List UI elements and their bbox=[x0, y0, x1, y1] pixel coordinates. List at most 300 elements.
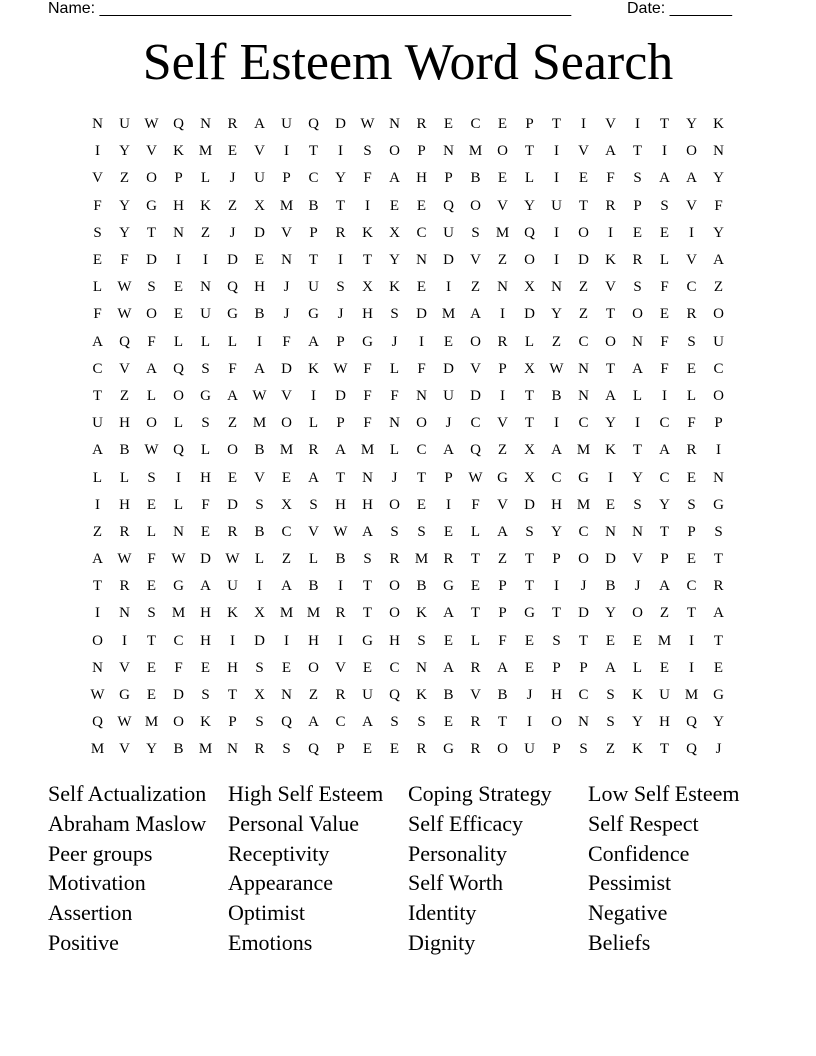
grid-letter: N bbox=[605, 523, 616, 540]
grid-letter: A bbox=[632, 360, 643, 377]
grid-letter: A bbox=[605, 143, 616, 160]
grid-letter: A bbox=[308, 333, 319, 350]
grid-letter: E bbox=[578, 170, 589, 187]
grid-letter: L bbox=[173, 496, 184, 513]
grid-letter: K bbox=[389, 279, 400, 296]
name-field-label: Name: _____________________________________________________ bbox=[48, 0, 572, 17]
grid-letter: I bbox=[230, 632, 235, 649]
grid-letter: L bbox=[119, 469, 130, 486]
grid-letter: V bbox=[497, 197, 508, 214]
grid-letter: S bbox=[147, 605, 156, 622]
grid-letter: Z bbox=[578, 279, 589, 296]
grid-letter: G bbox=[173, 578, 184, 595]
grid-letter: M bbox=[414, 551, 429, 568]
grid-letter: Z bbox=[497, 551, 508, 568]
grid-letter: N bbox=[173, 523, 184, 540]
grid-letter: Y bbox=[632, 469, 643, 486]
grid-letter: W bbox=[117, 551, 132, 568]
grid-row bbox=[84, 138, 732, 165]
grid-letter: O bbox=[389, 496, 400, 513]
grid-letter: J bbox=[445, 415, 452, 432]
word-list bbox=[48, 779, 768, 958]
grid-letter: U bbox=[281, 116, 292, 133]
grid-letter: T bbox=[713, 632, 724, 649]
grid-letter: P bbox=[498, 605, 507, 622]
grid-letter: C bbox=[416, 442, 427, 459]
grid-letter: P bbox=[660, 551, 669, 568]
word-list-item: Beliefs bbox=[588, 929, 651, 955]
grid-letter: T bbox=[551, 116, 562, 133]
grid-letter: Z bbox=[92, 523, 103, 540]
grid-letter: A bbox=[713, 252, 724, 269]
grid-letter: S bbox=[417, 523, 426, 540]
grid-letter: S bbox=[606, 714, 615, 731]
grid-letter: J bbox=[283, 279, 290, 296]
grid-letter: R bbox=[443, 551, 454, 568]
grid-letter: L bbox=[308, 415, 319, 432]
grid-letter: I bbox=[419, 333, 424, 350]
grid-letter: A bbox=[254, 116, 265, 133]
grid-letter: T bbox=[92, 387, 103, 404]
grid-letter: A bbox=[362, 714, 373, 731]
grid-letter: O bbox=[416, 415, 427, 432]
grid-letter: P bbox=[174, 170, 183, 187]
grid-letter: W bbox=[225, 551, 240, 568]
grid-letter: S bbox=[417, 632, 426, 649]
grid-letter: E bbox=[659, 306, 670, 323]
grid-letter: T bbox=[146, 224, 157, 241]
grid-letter: B bbox=[254, 523, 265, 540]
grid-letter: O bbox=[227, 442, 238, 459]
grid-letter: K bbox=[200, 714, 211, 731]
grid-letter: K bbox=[227, 605, 238, 622]
grid-letter: V bbox=[497, 415, 508, 432]
grid-letter: I bbox=[689, 632, 694, 649]
grid-letter: C bbox=[92, 360, 103, 377]
grid-letter: C bbox=[551, 469, 562, 486]
grid-letter: I bbox=[338, 632, 343, 649]
grid-letter: L bbox=[632, 659, 643, 676]
grid-letter: T bbox=[524, 415, 535, 432]
grid-letter: E bbox=[443, 116, 454, 133]
grid-letter: W bbox=[117, 306, 132, 323]
page-title: Self Esteem Word Search bbox=[142, 34, 674, 91]
grid-letter: M bbox=[495, 224, 510, 241]
word-list-item: Self Worth bbox=[408, 870, 503, 896]
grid-letter: U bbox=[524, 741, 535, 758]
grid-letter: Z bbox=[578, 306, 589, 323]
grid-letter: W bbox=[468, 469, 483, 486]
grid-letter: E bbox=[146, 578, 157, 595]
grid-letter: A bbox=[92, 442, 103, 459]
grid-letter: L bbox=[308, 551, 319, 568]
grid-letter: R bbox=[497, 333, 508, 350]
grid-letter: M bbox=[198, 143, 213, 160]
grid-letter: S bbox=[633, 279, 642, 296]
grid-letter: A bbox=[200, 578, 211, 595]
grid-letter: O bbox=[389, 578, 400, 595]
grid-letter: I bbox=[338, 578, 343, 595]
grid-letter: I bbox=[257, 578, 262, 595]
grid-letter: N bbox=[200, 116, 211, 133]
grid-letter: L bbox=[254, 551, 265, 568]
grid-letter: S bbox=[579, 741, 588, 758]
grid-letter: B bbox=[497, 687, 508, 704]
grid-letter: E bbox=[200, 523, 211, 540]
grid-letter: X bbox=[389, 224, 400, 241]
grid-letter: P bbox=[687, 523, 696, 540]
grid-letter: M bbox=[279, 197, 294, 214]
grid-letter: C bbox=[335, 714, 346, 731]
word-list-item: Personality bbox=[408, 840, 507, 866]
grid-row bbox=[84, 220, 732, 247]
grid-letter: B bbox=[335, 551, 346, 568]
grid-row bbox=[84, 600, 732, 627]
grid-letter: N bbox=[200, 279, 211, 296]
grid-letter: L bbox=[92, 469, 103, 486]
grid-row bbox=[84, 193, 732, 220]
grid-letter: T bbox=[470, 605, 481, 622]
grid-letter: T bbox=[578, 632, 589, 649]
grid-letter: O bbox=[713, 387, 724, 404]
grid-letter: Z bbox=[713, 279, 724, 296]
grid-letter: F bbox=[93, 306, 102, 323]
grid-letter: T bbox=[308, 252, 319, 269]
grid-letter: V bbox=[281, 387, 292, 404]
grid-letter: A bbox=[146, 360, 157, 377]
grid-letter: P bbox=[309, 224, 318, 241]
grid-letter: Z bbox=[551, 333, 562, 350]
grid-letter: S bbox=[633, 170, 642, 187]
grid-letter: F bbox=[687, 415, 696, 432]
grid-letter: R bbox=[686, 442, 697, 459]
grid-letter: S bbox=[201, 415, 210, 432]
grid-letter: E bbox=[389, 741, 400, 758]
grid-letter: R bbox=[605, 197, 616, 214]
grid-letter: N bbox=[389, 116, 400, 133]
grid-letter: D bbox=[335, 387, 346, 404]
grid-letter: C bbox=[713, 360, 724, 377]
grid-letter: R bbox=[308, 442, 319, 459]
grid-row bbox=[84, 383, 732, 410]
grid-letter: V bbox=[605, 279, 616, 296]
grid-letter: T bbox=[524, 578, 535, 595]
grid-letter: B bbox=[254, 442, 265, 459]
grid-letter: E bbox=[524, 632, 535, 649]
grid-letter: S bbox=[390, 306, 399, 323]
grid-letter: I bbox=[284, 632, 289, 649]
grid-letter: S bbox=[390, 714, 399, 731]
grid-letter: E bbox=[146, 496, 157, 513]
grid-letter: K bbox=[632, 687, 643, 704]
grid-letter: R bbox=[227, 523, 238, 540]
grid-letter: I bbox=[311, 387, 316, 404]
grid-letter: C bbox=[686, 279, 697, 296]
grid-letter: D bbox=[146, 252, 157, 269]
grid-letter: G bbox=[713, 496, 724, 513]
grid-letter: N bbox=[578, 714, 589, 731]
grid-letter: D bbox=[443, 252, 454, 269]
grid-letter: O bbox=[389, 605, 400, 622]
grid-letter: V bbox=[119, 659, 130, 676]
grid-letter: S bbox=[633, 496, 642, 513]
grid-letter: N bbox=[362, 469, 373, 486]
grid-letter: A bbox=[308, 714, 319, 731]
grid-letter: F bbox=[174, 659, 183, 676]
grid-letter: V bbox=[254, 143, 265, 160]
grid-letter: F bbox=[363, 360, 372, 377]
grid-letter: L bbox=[524, 333, 535, 350]
grid-letter: R bbox=[254, 741, 265, 758]
grid-letter: I bbox=[689, 224, 694, 241]
grid-letter: I bbox=[95, 496, 100, 513]
grid-letter: W bbox=[171, 551, 186, 568]
grid-letter: H bbox=[362, 306, 373, 323]
grid-letter: R bbox=[227, 116, 238, 133]
grid-letter: V bbox=[470, 252, 481, 269]
grid-letter: L bbox=[146, 387, 157, 404]
grid-letter: F bbox=[714, 197, 723, 214]
grid-letter: T bbox=[659, 116, 670, 133]
grid-letter: D bbox=[227, 496, 238, 513]
grid-letter: O bbox=[146, 170, 157, 187]
grid-letter: A bbox=[497, 659, 508, 676]
word-list-item: Positive bbox=[48, 929, 119, 955]
grid-letter: X bbox=[281, 496, 292, 513]
grid-letter: O bbox=[92, 632, 103, 649]
grid-letter: A bbox=[605, 387, 616, 404]
grid-letter: C bbox=[470, 415, 481, 432]
grid-letter: E bbox=[416, 197, 427, 214]
grid-letter: T bbox=[659, 741, 670, 758]
grid-letter: U bbox=[551, 197, 562, 214]
grid-letter: H bbox=[200, 632, 211, 649]
grid-letter: B bbox=[308, 197, 319, 214]
grid-letter: A bbox=[443, 605, 454, 622]
grid-letter: E bbox=[92, 252, 103, 269]
grid-letter: O bbox=[173, 387, 184, 404]
grid-row bbox=[84, 437, 732, 464]
grid-letter: L bbox=[200, 333, 211, 350]
grid-letter: Y bbox=[389, 252, 400, 269]
grid-letter: A bbox=[362, 523, 373, 540]
grid-letter: S bbox=[363, 143, 372, 160]
grid-letter: K bbox=[605, 442, 616, 459]
grid-letter: X bbox=[254, 605, 265, 622]
grid-letter: T bbox=[416, 469, 427, 486]
grid-letter: I bbox=[608, 469, 613, 486]
grid-letter: I bbox=[176, 469, 181, 486]
grid-letter: I bbox=[635, 415, 640, 432]
grid-letter: P bbox=[498, 578, 507, 595]
grid-letter: M bbox=[441, 306, 456, 323]
grid-letter: O bbox=[497, 741, 508, 758]
grid-letter: U bbox=[659, 687, 670, 704]
grid-letter: O bbox=[470, 197, 481, 214]
grid-letter: S bbox=[714, 523, 723, 540]
grid-letter: Q bbox=[227, 279, 238, 296]
grid-letter: E bbox=[605, 632, 616, 649]
grid-letter: V bbox=[632, 551, 643, 568]
grid-letter: N bbox=[713, 469, 724, 486]
grid-letter: E bbox=[497, 170, 508, 187]
grid-letter: G bbox=[362, 333, 373, 350]
grid-letter: D bbox=[524, 306, 535, 323]
grid-letter: P bbox=[714, 415, 723, 432]
grid-letter: C bbox=[173, 632, 184, 649]
grid-letter: E bbox=[146, 687, 157, 704]
grid-letter: R bbox=[470, 741, 481, 758]
grid-letter: B bbox=[470, 170, 481, 187]
word-list-item: High Self Esteem bbox=[228, 781, 384, 806]
grid-row bbox=[84, 356, 732, 383]
grid-letter: Z bbox=[119, 170, 130, 187]
grid-letter: L bbox=[470, 523, 481, 540]
date-field-label: Date: _______ bbox=[627, 0, 732, 17]
grid-letter: E bbox=[362, 741, 373, 758]
grid-letter: N bbox=[632, 523, 643, 540]
grid-letter: I bbox=[581, 116, 586, 133]
grid-letter: U bbox=[713, 333, 724, 350]
grid-letter: Y bbox=[713, 714, 724, 731]
grid-letter: E bbox=[200, 659, 211, 676]
grid-row bbox=[84, 274, 732, 301]
grid-letter: A bbox=[308, 469, 319, 486]
grid-letter: T bbox=[524, 551, 535, 568]
grid-letter: L bbox=[632, 387, 643, 404]
grid-letter: D bbox=[173, 687, 184, 704]
grid-letter: E bbox=[227, 143, 238, 160]
grid-letter: M bbox=[657, 632, 672, 649]
grid-letter: N bbox=[119, 605, 130, 622]
grid-letter: I bbox=[176, 252, 181, 269]
grid-letter: R bbox=[416, 116, 427, 133]
grid-letter: A bbox=[713, 605, 724, 622]
grid-letter: H bbox=[659, 714, 670, 731]
grid-letter: W bbox=[117, 714, 132, 731]
grid-letter: Y bbox=[713, 224, 724, 241]
grid-letter: J bbox=[229, 170, 236, 187]
grid-letter: P bbox=[552, 551, 561, 568]
grid-letter: P bbox=[282, 170, 291, 187]
grid-letter: H bbox=[551, 496, 562, 513]
grid-letter: T bbox=[632, 442, 643, 459]
grid-letter: O bbox=[578, 224, 589, 241]
grid-letter: K bbox=[713, 116, 724, 133]
grid-letter: S bbox=[309, 496, 318, 513]
grid-letter: A bbox=[659, 578, 670, 595]
grid-letter: T bbox=[146, 632, 157, 649]
grid-letter: T bbox=[524, 143, 535, 160]
grid-letter: S bbox=[201, 687, 210, 704]
grid-letter: P bbox=[552, 741, 561, 758]
grid-letter: A bbox=[659, 442, 670, 459]
grid-letter: G bbox=[308, 306, 319, 323]
grid-letter: Q bbox=[119, 333, 130, 350]
grid-letter: S bbox=[255, 714, 264, 731]
grid-letter: I bbox=[554, 224, 559, 241]
grid-letter: G bbox=[713, 687, 724, 704]
grid-letter: O bbox=[578, 551, 589, 568]
grid-letter: C bbox=[578, 415, 589, 432]
grid-letter: V bbox=[686, 197, 697, 214]
grid-letter: V bbox=[470, 687, 481, 704]
grid-letter: S bbox=[552, 632, 561, 649]
grid-letter: U bbox=[227, 578, 238, 595]
grid-letter: R bbox=[470, 714, 481, 731]
grid-letter: A bbox=[443, 659, 454, 676]
grid-letter: X bbox=[254, 687, 265, 704]
grid-letter: O bbox=[686, 143, 697, 160]
grid-letter: Q bbox=[308, 116, 319, 133]
grid-row bbox=[84, 165, 732, 192]
grid-letter: L bbox=[659, 252, 670, 269]
grid-letter: S bbox=[687, 496, 696, 513]
grid-letter: H bbox=[551, 687, 562, 704]
grid-letter: D bbox=[470, 387, 481, 404]
grid-letter: O bbox=[524, 252, 535, 269]
grid-letter: W bbox=[333, 523, 348, 540]
grid-letter: V bbox=[578, 143, 589, 160]
grid-letter: C bbox=[281, 523, 292, 540]
grid-letter: Z bbox=[227, 197, 238, 214]
word-list-item: Motivation bbox=[48, 870, 146, 896]
grid-letter: X bbox=[524, 360, 535, 377]
grid-letter: M bbox=[468, 143, 483, 160]
grid-letter: H bbox=[362, 496, 373, 513]
grid-letter: Y bbox=[146, 741, 157, 758]
grid-letter: B bbox=[605, 578, 616, 595]
grid-letter: P bbox=[444, 170, 453, 187]
grid-letter: T bbox=[470, 551, 481, 568]
grid-letter: K bbox=[416, 687, 427, 704]
grid-letter: S bbox=[336, 279, 345, 296]
grid-letter: I bbox=[95, 605, 100, 622]
grid-letter: V bbox=[470, 360, 481, 377]
word-list-item: Low Self Esteem bbox=[588, 781, 740, 806]
grid-letter: T bbox=[335, 469, 346, 486]
grid-letter: U bbox=[443, 387, 454, 404]
grid-letter: R bbox=[335, 605, 346, 622]
grid-letter: N bbox=[92, 116, 103, 133]
grid-letter: N bbox=[416, 387, 427, 404]
grid-letter: G bbox=[119, 687, 130, 704]
grid-letter: L bbox=[524, 170, 535, 187]
grid-letter: O bbox=[551, 714, 562, 731]
grid-letter: T bbox=[362, 252, 373, 269]
grid-letter: I bbox=[446, 279, 451, 296]
grid-letter: L bbox=[470, 632, 481, 649]
grid-letter: B bbox=[416, 578, 427, 595]
grid-letter: M bbox=[198, 741, 213, 758]
grid-letter: I bbox=[554, 170, 559, 187]
word-list-item: Self Actualization bbox=[48, 781, 207, 806]
grid-letter: R bbox=[713, 578, 724, 595]
word-list-item: Self Efficacy bbox=[408, 810, 524, 836]
grid-letter: F bbox=[417, 360, 426, 377]
grid-letter: B bbox=[173, 741, 184, 758]
grid-row bbox=[84, 111, 732, 138]
grid-letter: N bbox=[578, 360, 589, 377]
grid-letter: Q bbox=[686, 741, 697, 758]
grid-row bbox=[84, 464, 732, 491]
grid-letter: M bbox=[360, 442, 375, 459]
grid-letter: C bbox=[578, 523, 589, 540]
grid-letter: P bbox=[336, 333, 345, 350]
grid-letter: I bbox=[662, 387, 667, 404]
grid-letter: W bbox=[144, 442, 159, 459]
grid-letter: F bbox=[606, 170, 615, 187]
